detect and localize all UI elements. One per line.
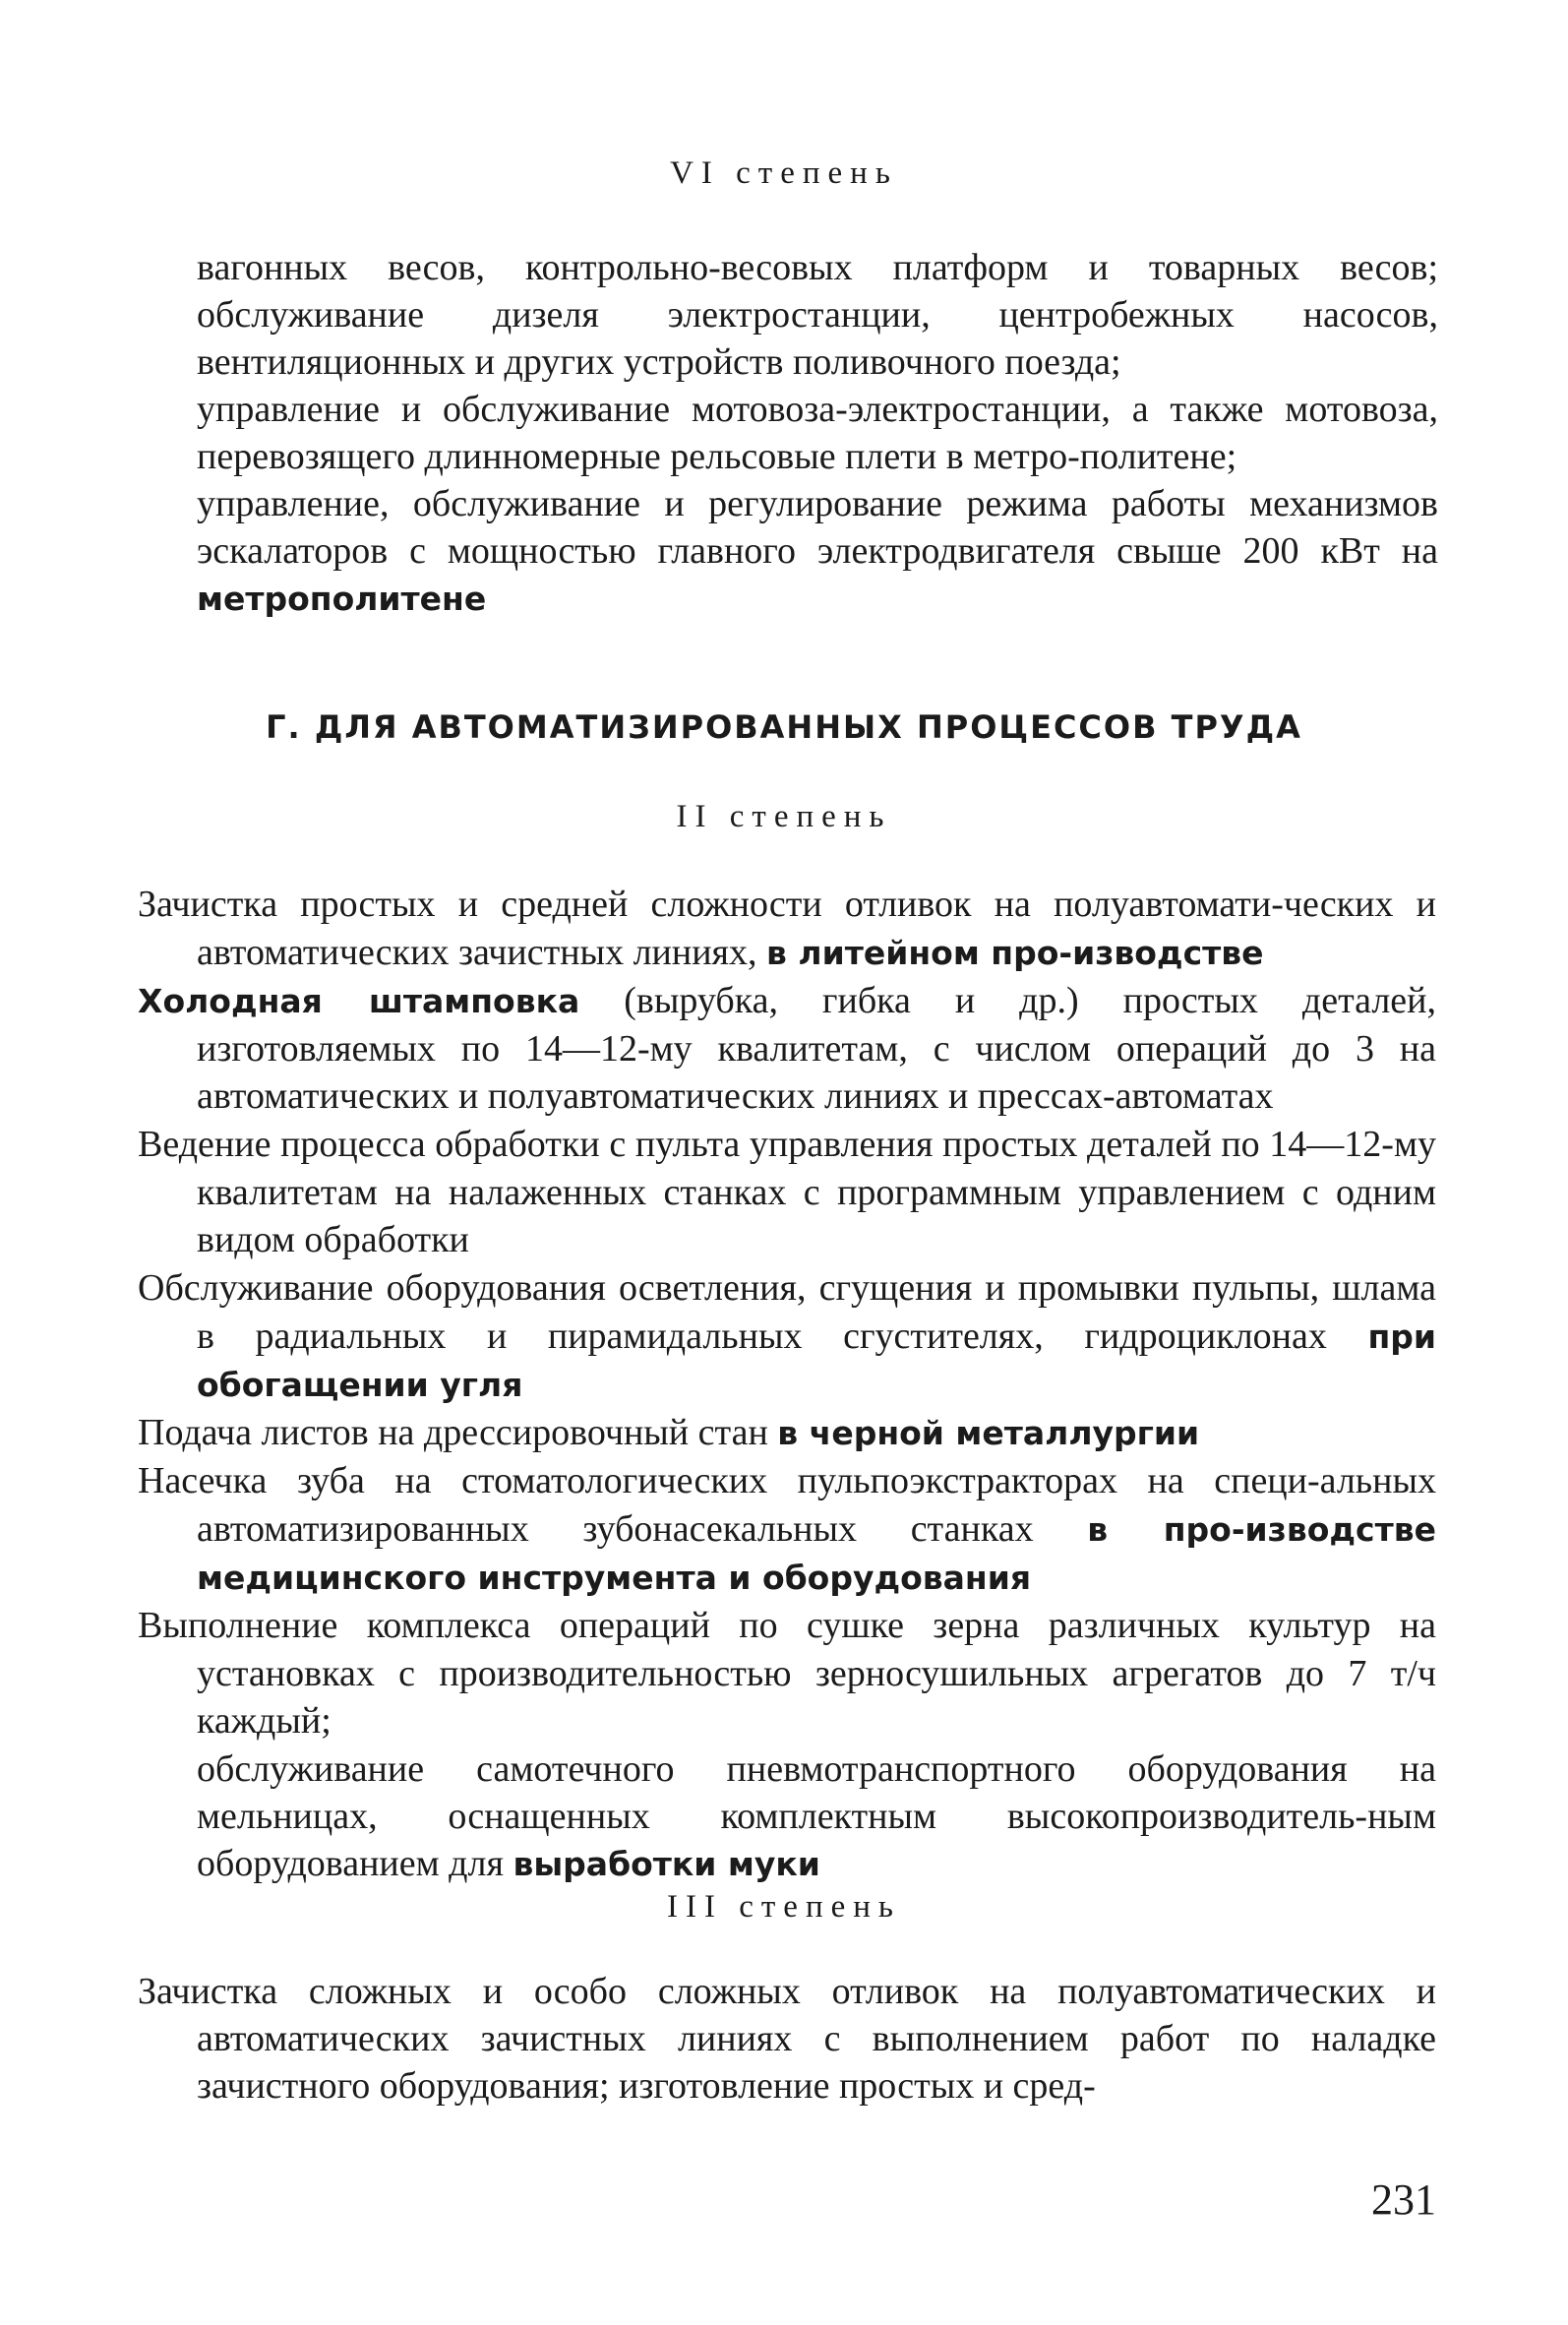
ii-item-1 — [138, 881, 1436, 977]
ii-item-6-bold: в про-изводстве медицинского инструмента и оборудования — [197, 1510, 1436, 1597]
vi-text-block — [197, 244, 1438, 623]
ii-sub-bold: выработки муки — [513, 1845, 820, 1883]
ii-item-5 — [138, 1409, 1436, 1457]
ii-item-7-continuation — [138, 1745, 1436, 1888]
ii-item-5-text: Подача листов на дрессировочный стан — [138, 1412, 778, 1453]
ii-item-3-text: Ведение процесса обработки с пульта управления простых деталей по 14—12-му квалитетам на налаженных станках с программным управлением с одним видом обработки — [138, 1124, 1436, 1260]
vi-paragraph-3 — [197, 480, 1438, 623]
vi-paragraph-3-bold: метрополитене — [197, 580, 487, 618]
ii-item-4-bold: при обогащении угля — [197, 1317, 1436, 1404]
ii-item-7-text: Выполнение комплекса операций по сушке зерна различных культур на установках с производительностью зерносушильных агрегатов до 7 т/ч каждый; — [138, 1605, 1436, 1742]
ii-item-5-bold: в черной металлургии — [777, 1414, 1200, 1452]
vi-paragraph-1: вагонных весов, контрольно-весовых платформ и товарных весов; обслуживание дизеля электростанции, центробежных насосов, вентиляционных и других устройств поливочного поезда; — [197, 247, 1438, 383]
ii-item-4 — [138, 1264, 1436, 1409]
ii-item-4-text: Обслуживание оборудования осветления, сгущения и промывки пульпы, шлама в радиальных и пирамидальных сгустителях, гидроциклонах — [138, 1267, 1436, 1357]
section-title: Г. ДЛЯ АВТОМАТИЗИРОВАННЫХ ПРОЦЕССОВ ТРУДА — [266, 708, 1302, 746]
ii-item-6 — [138, 1457, 1436, 1602]
ii-item-2-text: (вырубка, гибка и др.) простых деталей, изготовляемых по 14—12-му квалитетам, с числом операций до 3 на автоматических и полуавтоматических линиях и прессах-автоматах — [197, 980, 1437, 1117]
ii-text-block — [138, 881, 1436, 1888]
page-number: 231 — [1371, 2175, 1436, 2224]
grade-heading-ii: II степень — [676, 799, 892, 834]
vi-paragraph-2: управление и обслуживание мотовоза-электростанции, а также мотовоза, перевозящего длинномерные рельсовые плети в метро-политене; — [197, 389, 1438, 477]
ii-item-1-text: Зачистка простых и средней сложности отливок на полуавтомати-ческих и автоматических зачистных линиях, — [138, 884, 1436, 973]
ii-item-7 — [138, 1602, 1436, 1745]
grade-heading-iii: III степень — [667, 1889, 901, 1925]
ii-item-1-bold: в литейном про-изводстве — [766, 934, 1264, 972]
ii-item-2 — [138, 977, 1436, 1121]
ii-item-6-text: Насечка зуба на стоматологических пульпоэкстракторах на специ-альных автоматизированных зубонасекальных станках — [138, 1460, 1436, 1550]
iii-text-block — [138, 1968, 1436, 2110]
ii-sub-text: обслуживание самотечного пневмотранспортного оборудования на мельницах, оснащенных комплектным высокопроизводитель-ным оборудованием для — [197, 1748, 1436, 1884]
ii-item-3 — [138, 1121, 1436, 1264]
iii-paragraph-1: Зачистка сложных и особо сложных отливок на полуавтоматических и автоматических зачистных линиях с выполнением работ по наладке зачистного оборудования; изготовление простых и сред- — [138, 1971, 1436, 2107]
vi-paragraph-3-text: управление, обслуживание и регулирование режима работы механизмов эскалаторов с мощностью главного электродвигателя свыше 200 кВт на — [197, 483, 1438, 572]
ii-item-2-lead: Холодная штамповка — [138, 982, 580, 1020]
grade-heading-vi: VI степень — [670, 155, 898, 191]
